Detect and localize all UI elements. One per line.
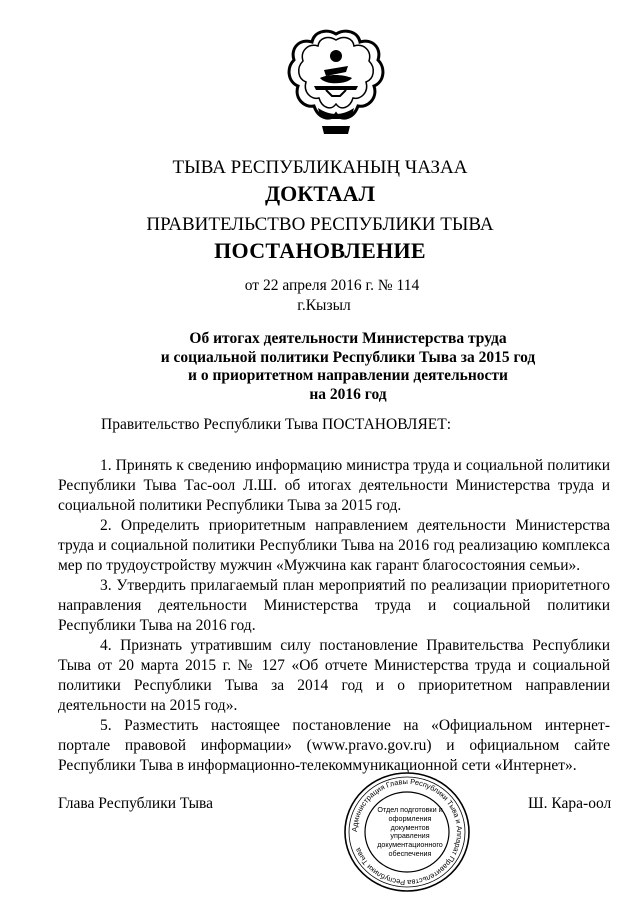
resolution-body <box>58 456 610 776</box>
paragraph-3: 3. Утвердить прилагаемый план мероприятий по реализации приоритетного направления деятельности Министерства труда и социальной политики Республики Тыва на 2016 год. <box>58 577 610 634</box>
title-line: на 2016 год <box>309 385 387 403</box>
header-tuvan-doc-type: ДОКТААЛ <box>265 181 375 206</box>
stamp-ring-text: Администрация Главы Республики Тыва и Аппарат Правительства Республики Тыва <box>349 776 465 888</box>
resolution-title <box>28 330 640 404</box>
coat-of-arms-emblem <box>286 26 386 138</box>
paragraph-1: 1. Принять к сведению информацию министра труда и социальной политики Республики Тыва Тас-оол Л.Ш. об итогах деятельности Министерства труда и социальной политики Республики Тыва за 2015 год. <box>58 457 610 514</box>
signatory-position: Глава Республики Тыва <box>58 795 214 812</box>
header-russian-title: ПРАВИТЕЛЬСТВО РЕСПУБЛИКИ ТЫВА <box>146 214 494 235</box>
signatory-name: Ш. Кара-оол <box>528 795 612 812</box>
title-line: и социальной политики Республики Тыва за 2015 год <box>160 348 536 366</box>
resolution-lead: Правительство Республики Тыва ПОСТАНОВЛЯЕТ: <box>101 416 452 433</box>
document-city: г.Кызыл <box>297 297 351 314</box>
header-tuvan-title: ТЫВА РЕСПУБЛИКАНЫҢ ЧАЗАА <box>172 157 468 178</box>
paragraph-5: 5. Разместить настоящее постановление на «Официальном интернет-портале правовой информации» (www.pravo.gov.ru) и официальном сайте Республики Тыва в информационно-телекоммуникационной сети «Интернет». <box>58 717 610 774</box>
document-date-number: от 22 апреля 2016 г. № 114 <box>244 277 420 294</box>
header-russian-doc-type: ПОСТАНОВЛЕНИЕ <box>214 238 426 263</box>
stamp-inner-text: Отдел подготовки и оформления документов управления документационного обеспечения <box>377 805 443 858</box>
paragraph-4: 4. Признать утратившим силу постановление Правительства Республики Тыва от 20 марта 2015 г. № 127 «Об отчете Министерства труда и социальной политики Республики Тыва за 2014 год и о приоритетном направлении деятельности на 2015 год». <box>58 637 610 714</box>
title-line: и о приоритетном направлении деятельности <box>188 367 508 384</box>
title-line: Об итогах деятельности Министерства труда <box>189 330 507 347</box>
paragraph-2: 2. Определить приоритетным направлением деятельности Министерства труда и социальной политики Республики Тыва на 2016 год реализацию комплекса мер по трудоустройству мужчин «Мужчина как гарант благосостояния семьи». <box>58 517 610 574</box>
